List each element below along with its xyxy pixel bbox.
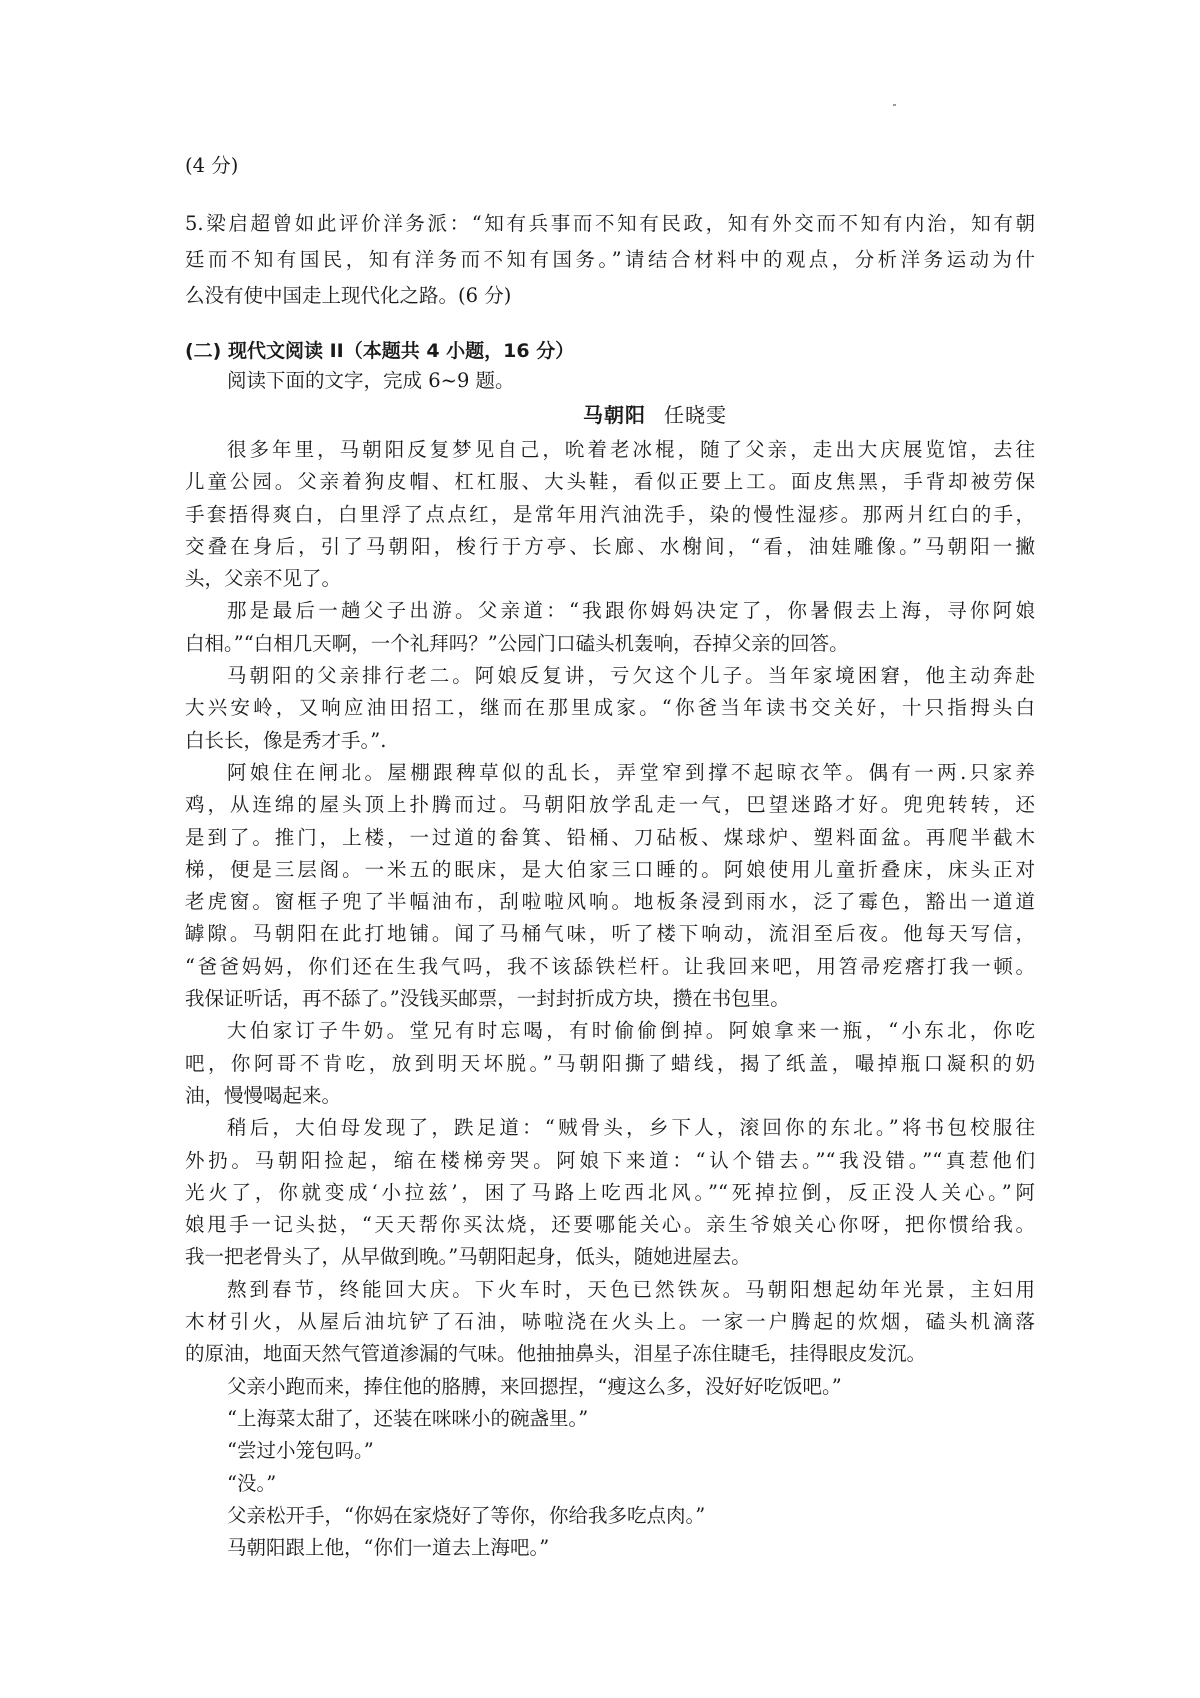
- paragraph-line: 我一把老骨头了，从早做到晚。”马朝阳起身，低头，随她进屋去。: [185, 1245, 751, 1269]
- paragraph-line: 熬到春节，终能回大庆。下火车时，天色已然铁灰。马朝阳想起幼年光景，主妇用: [227, 1277, 1035, 1301]
- paragraph-line: 交叠在身后，引了马朝阳，梭行于方亭、长廊、水榭间，“看，油娃雕像。”马朝阳一撇: [185, 534, 1035, 558]
- article-paragraph: [185, 1371, 1035, 1403]
- article-paragraph: [185, 660, 1035, 757]
- scan-speck: [893, 104, 896, 106]
- article-paragraph: [185, 757, 1035, 1015]
- article-paragraph: [185, 595, 1035, 660]
- paragraph-line: 吧，你阿哥不肯吃，放到明天坏脱。”马朝阳撕了蜡线，揭了纸盖，嘬掉瓶口凝积的奶: [185, 1051, 1035, 1075]
- article-paragraph: [185, 1435, 1035, 1467]
- paragraph-line: “上海菜太甜了，还装在咪咪小的碗盏里。”: [227, 1406, 589, 1430]
- section-instruction: 阅读下面的文字，完成 6~9 题。: [227, 369, 515, 392]
- paragraph-line: 白相。”“白相几天啊，一个礼拜吗？”公园门口磕头机轰响，吞掉父亲的回答。: [185, 631, 849, 655]
- paragraph-line: “爸爸妈妈，你们还在生我气吗，我不该舔铁栏杆。让我回来吧，用笤帚疙瘩打我一顿。: [185, 954, 1035, 978]
- paragraph-line: 父亲小跑而来，捧住他的胳膊，来回摁捏，“瘦这么多，没好好吃饭吧。”: [227, 1374, 842, 1398]
- article-paragraph: [185, 1112, 1035, 1273]
- article-paragraph: [185, 1500, 1035, 1532]
- paragraph-line: “没。”: [227, 1471, 277, 1495]
- paragraph-line: 稍后，大伯母发现了，跌足道：“贼骨头，乡下人，滚回你的东北。”将书包校服往: [227, 1116, 1035, 1140]
- paragraph-line: 木材引火，从屋后油坑铲了石油，哧啦浇在火头上。一家一户腾起的炊烟，磕头机滴落: [185, 1310, 1035, 1334]
- paragraph-line: 很多年里，马朝阳反复梦见自己，吮着老冰棍，随了父亲，走出大庆展览馆，去往: [227, 438, 1035, 461]
- paragraph-line: 马朝阳的父亲排行老二。阿娘反复讲，亏欠这个儿子。当年家境困窘，他主动奔赴: [227, 664, 1035, 688]
- article-paragraph: [185, 434, 1035, 595]
- paragraph-line: 马朝阳跟上他，“你们一道去上海吧。”: [227, 1536, 550, 1560]
- paragraph-line: 油，慢慢喝起来。: [185, 1083, 342, 1107]
- section-heading: (二) 现代文阅读 II（本题共 4 小题，16 分）: [185, 340, 575, 362]
- question-5-line: 5.梁启超曾如此评价洋务派：“知有兵事而不知有民政，知有外交而不知有内治，知有朝: [185, 212, 1035, 235]
- paragraph-line: 我保证听话，再不舔了。”没钱买邮票，一封封折成方块，攒在书包里。: [185, 987, 790, 1011]
- article-paragraph: [185, 1532, 1035, 1564]
- paragraph-line: 阿娘住在闸北。屋棚跟稗草似的乱长，弄堂窄到撑不起晾衣竿。偶有一两.只家养: [227, 760, 1035, 784]
- article-body: [185, 434, 1035, 1564]
- exam-page: [185, 148, 1035, 1564]
- article-paragraph: [185, 1403, 1035, 1435]
- paragraph-line: 梯，便是三层阁。一米五的眠床，是大伯家三口睡的。阿娘使用儿童折叠床，床头正对: [185, 857, 1035, 881]
- paragraph-line: 老虎窗。窗框子兜了半幅油布，刮啦啦风响。地板条浸到雨水，泛了霉色，豁出一道道: [185, 890, 1035, 914]
- article-title: 马朝阳: [583, 403, 646, 427]
- paragraph-line: 手套捂得爽白，白里浮了点点红，是常年用汽油洗手，染的慢性湿疹。那两爿红白的手，: [185, 502, 1035, 526]
- article-title-line: [185, 396, 1035, 434]
- paragraph-line: “尝过小笼包吗。”: [227, 1439, 374, 1463]
- paragraph-line: 光火了，你就变成‘小拉兹’，困了马路上吃西北风。”“死掉拉倒，反正没人关心。”阿: [185, 1180, 1035, 1204]
- previous-question-score: (4 分): [185, 154, 239, 177]
- article-paragraph: [185, 1015, 1035, 1112]
- paragraph-line: 大兴安岭，又响应油田招工，继而在那里成家。“你爸当年读书交关好，十只指拇头白: [185, 696, 1035, 720]
- paragraph-line: 头，父亲不见了。: [185, 567, 342, 591]
- paragraph-line: 娘甩手一记头挞，“天天帮你买汰烧，还要哪能关心。亲生爷娘关心你呀，把你惯给我。: [185, 1213, 1035, 1237]
- paragraph-line: 罅隙。马朝阳在此打地铺。闻了马桶气味，听了楼下响动，流泪至后夜。他每天写信，: [185, 922, 1035, 946]
- paragraph-line: 外扔。马朝阳捡起，缩在楼梯旁哭。阿娘下来道：“认个错去。”“我没错。”“真惹他们: [185, 1148, 1035, 1172]
- article-paragraph: [185, 1468, 1035, 1500]
- question-5-line: 廷而不知有国民，知有洋务而不知有国务。”请结合材料中的观点，分析洋务运动为什: [185, 248, 1035, 271]
- paragraph-line: 父亲松开手，“你妈在家烧好了等你，你给我多吃点肉。”: [227, 1503, 706, 1527]
- paragraph-line: 的原油，地面天然气管道渗漏的气味。他抽抽鼻头，泪星子冻住睫毛，挂得眼皮发沉。: [185, 1342, 927, 1366]
- paragraph-line: 大伯家订子牛奶。堂兄有时忘喝，有时偷偷倒掉。阿娘拿来一瓶，“小东北，你吃: [227, 1019, 1035, 1043]
- paragraph-line: 鸡，从连绵的屋头顶上扑腾而过。马朝阳放学乱走一气，巴望迷路才好。兜兜转转，还: [185, 793, 1035, 817]
- paragraph-line: 白长长，像是秀才手。”.: [185, 728, 387, 752]
- article-author: 任晓雯: [664, 403, 727, 427]
- question-5: [185, 206, 1035, 314]
- paragraph-line: 是到了。推门，上楼，一过道的畚箕、铅桶、刀砧板、煤球炉、塑料面盆。再爬半截木: [185, 825, 1035, 849]
- question-5-line: 么没有使中国走上现代化之路。(6 分): [185, 284, 512, 307]
- paragraph-line: 那是最后一趟父子出游。父亲道：“我跟你姆妈决定了，你暑假去上海，寻你阿娘: [227, 599, 1035, 623]
- paragraph-line: 儿童公园。父亲着狗皮帽、杠杠服、大头鞋，看似正要上工。面皮焦黑，手背却被劳保: [185, 470, 1035, 494]
- article-paragraph: [185, 1274, 1035, 1371]
